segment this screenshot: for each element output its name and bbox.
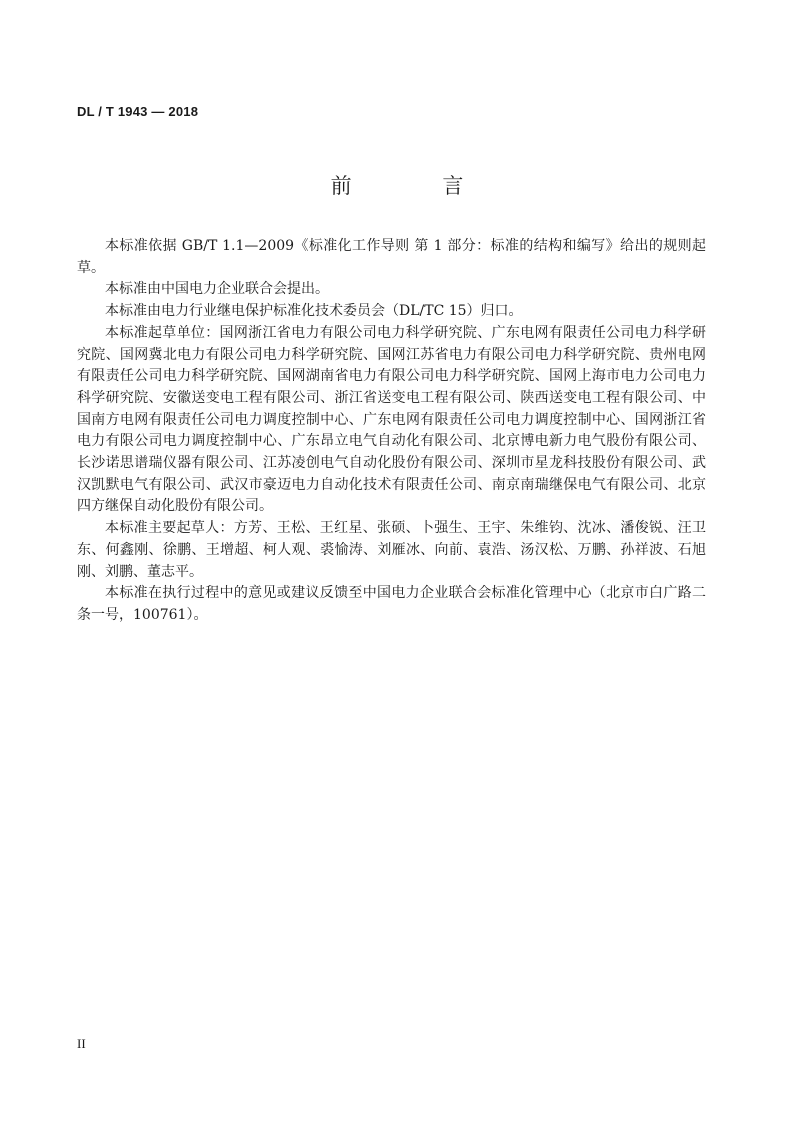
page-title: 前 言	[330, 174, 506, 198]
paragraph-feedback-contact: 本标准在执行过程中的意见或建议反馈至中国电力企业联合会标准化管理中心（北京市白广路二条一号，100761）。	[77, 585, 706, 623]
paragraph-drafting-organizations: 本标准起草单位：国网浙江省电力有限公司电力科学研究院、广东电网有限责任公司电力科学研究院、国网冀北电力有限公司电力科学研究院、国网江苏省电力有限公司电力科学研究院、贵州电网有限责任公司电力科学研究院、国网湖南省电力有限公司电力科学研究院、国网上海市电力公司电力科学研究院、安徽送变电工程有限公司、浙江省送变电工程有限公司、陕西送变电工程有限公司、中国南方电网有限责任公司电力调度控制中心、广东电网有限责任公司电力调度控制中心、国网浙江省电力有限公司电力调度控制中心、广东昂立电气自动化有限公司、北京博电新力电气股份有限公司、长沙诺思谱瑞仪器有限公司、江苏凌创电气自动化股份有限公司、深圳市星龙科技股份有限公司、武汉凯默电气有限公司、武汉市豪迈电力自动化技术有限责任公司、南京南瑞继保电气有限公司、北京四方继保自动化股份有限公司。	[77, 324, 706, 515]
page-number: II	[77, 1036, 86, 1051]
paragraph-main-drafters: 本标准主要起草人：方芳、王松、王红星、张硕、卜强生、王宇、朱维钧、沈冰、潘俊锐、汪卫东、何鑫刚、徐鹏、王增超、柯人观、裘愉涛、刘雁冰、向前、袁浩、汤汉松、万鹏、孙祥波、石旭刚、刘鹏、董志平。	[77, 520, 706, 580]
paragraph-drafting-basis: 本标准依据 GB/T 1.1—2009《标准化工作导则 第 1 部分：标准的结构和编写》给出的规则起草。	[77, 238, 706, 276]
paragraph-proposer: 本标准由中国电力企业联合会提出。	[105, 281, 329, 298]
paragraph-responsible-committee: 本标准由电力行业继电保护标准化技术委员会（DL/TC 15）归口。	[105, 303, 523, 320]
foreword-body	[77, 236, 706, 627]
standard-code: DL / T 1943 — 2018	[77, 104, 199, 119]
